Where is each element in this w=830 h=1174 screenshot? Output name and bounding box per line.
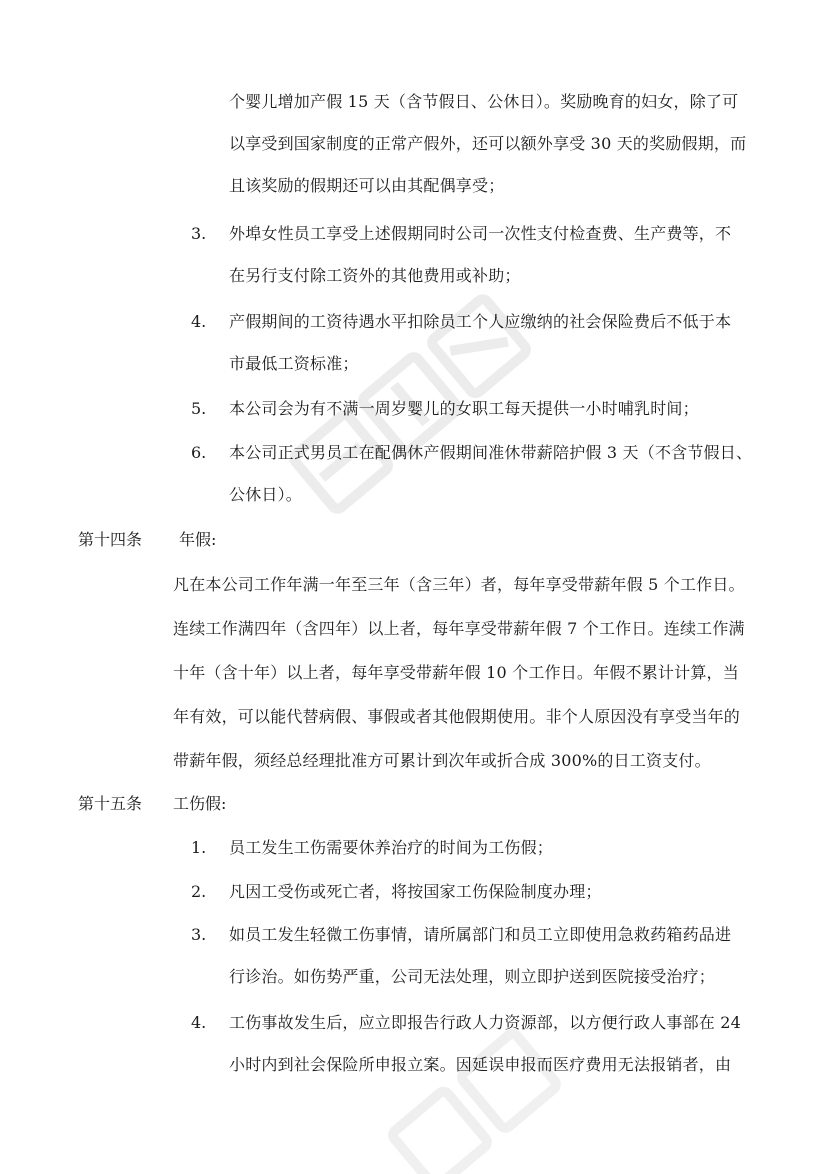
injury-item-1-line-1: 员工发生工伤需要休养治疗的时间为工伤假； xyxy=(229,838,554,857)
injury-item-3-line-1: 如员工发生轻微工伤事情，请所属部门和员工立即使用急救药箱药品进 xyxy=(229,925,732,944)
injury-item-4-line-2: 小时内到社会保险所申报立案。因延误申报而医疗费用无法报销者，由 xyxy=(229,1055,732,1074)
injury-item-4-number: 4. xyxy=(191,1013,207,1032)
article-15-title: 工伤假: xyxy=(173,794,227,813)
article-14-line-3: 十年（含十年）以上者，每年享受带薪年假 10 个工作日。年假不累计计算，当 xyxy=(173,663,739,682)
article-14-line-5: 带薪年假，须经总经理批准方可累计到次年或折合成 300%的日工资支付。 xyxy=(173,751,711,770)
injury-item-2-number: 2. xyxy=(191,882,207,901)
article-14-line-1: 凡在本公司工作年满一年至三年（含三年）者，每年享受带薪年假 5 个工作日。 xyxy=(173,575,745,594)
injury-item-1-number: 1. xyxy=(191,838,207,857)
maternity-item-6-number: 6. xyxy=(191,443,207,462)
continuation-line-1: 个婴儿增加产假 15 天（含节假日、公休日）。奖励晚育的妇女，除了可 xyxy=(229,92,739,111)
maternity-item-3-number: 3. xyxy=(191,224,207,243)
injury-item-3-line-2: 行诊治。如伤势严重，公司无法处理，则立即护送到医院接受治疗； xyxy=(229,967,716,986)
injury-item-4-line-1: 工伤事故发生后，应立即报告行政人力资源部，以方便行政人事部在 24 xyxy=(229,1013,742,1032)
injury-item-2-line-1: 凡因工受伤或死亡者，将按国家工伤保险制度办理； xyxy=(229,882,602,901)
maternity-item-3-line-1: 外埠女性员工享受上述假期同时公司一次性支付检查费、生产费等，不 xyxy=(229,224,732,243)
maternity-item-4-line-1: 产假期间的工资待遇水平扣除员工个人应缴纳的社会保险费后不低于本 xyxy=(229,312,732,331)
maternity-item-4-number: 4. xyxy=(191,312,207,331)
injury-item-3-number: 3. xyxy=(191,925,207,944)
article-15-label: 第十五条 xyxy=(78,794,143,813)
article-14-line-4: 年有效，可以能代替病假、事假或者其他假期使用。非个人原因没有享受当年的 xyxy=(173,707,741,726)
article-14-label: 第十四条 xyxy=(78,530,143,549)
maternity-item-3-line-2: 在另行支付除工资外的其他费用或补助； xyxy=(229,266,521,285)
article-14-line-2: 连续工作满四年（含四年）以上者，每年享受带薪年假 7 个工作日。连续工作满 xyxy=(173,619,745,638)
article-14-title: 年假: xyxy=(179,530,217,549)
continuation-line-3: 且该奖励的假期还可以由其配偶享受； xyxy=(229,176,505,195)
maternity-item-5-number: 5. xyxy=(191,399,207,418)
maternity-item-5-line-1: 本公司会为有不满一周岁婴儿的女职工每天提供一小时哺乳时间； xyxy=(229,399,699,418)
continuation-line-2: 以享受到国家制度的正常产假外，还可以额外享受 30 天的奖励假期，而 xyxy=(229,134,747,153)
maternity-item-6-line-2: 公休日）。 xyxy=(229,485,303,504)
maternity-item-6-line-1: 本公司正式男员工在配偶休产假期间准休带薪陪护假 3 天（不含节假日、 xyxy=(229,443,753,462)
maternity-item-4-line-2: 市最低工资标准； xyxy=(229,354,359,373)
